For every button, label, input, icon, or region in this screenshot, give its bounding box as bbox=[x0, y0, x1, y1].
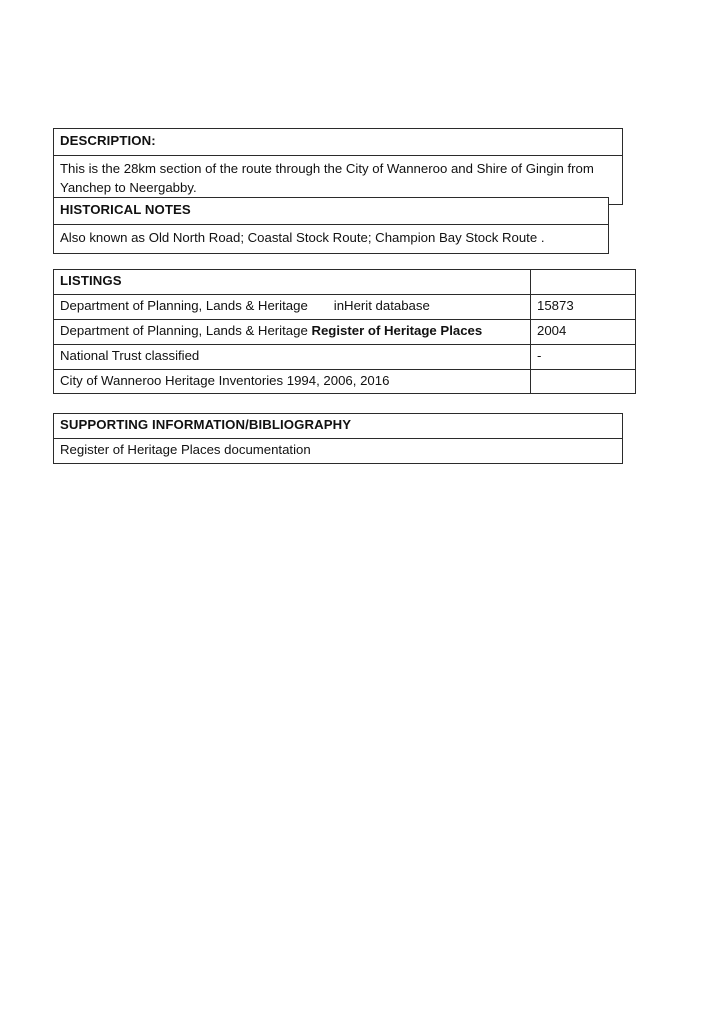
historical-notes-table bbox=[53, 197, 609, 254]
bibliography-entry: Register of Heritage Places documentation bbox=[54, 438, 623, 463]
listing-authority: City of Wanneroo Heritage Inventories 1994, 2006, 2016 bbox=[54, 369, 531, 394]
description-table bbox=[53, 128, 623, 205]
bibliography-heading: SUPPORTING INFORMATION/BIBLIOGRAPHY bbox=[54, 414, 623, 439]
listings-heading: LISTINGS bbox=[54, 270, 531, 295]
table-row bbox=[54, 319, 636, 344]
listing-register: inHerit database bbox=[333, 297, 430, 313]
historical-notes-heading: HISTORICAL NOTES bbox=[54, 198, 609, 225]
listings-heading-value bbox=[531, 270, 636, 295]
listings-header-row bbox=[54, 270, 636, 295]
bibliography-table bbox=[53, 413, 623, 464]
description-text: This is the 28km section of the route through the City of Wanneroo and Shire of Gingin from Yanchep to Neergabby. bbox=[54, 155, 623, 204]
table-row bbox=[54, 224, 609, 253]
listing-value: 2004 bbox=[531, 319, 636, 344]
table-row bbox=[54, 344, 636, 369]
table-row bbox=[54, 129, 623, 156]
listing-authority: National Trust classified bbox=[54, 344, 531, 369]
listing-authority-cell bbox=[54, 294, 531, 319]
table-row bbox=[54, 198, 609, 225]
historical-notes-text: Also known as Old North Road; Coastal Stock Route; Champion Bay Stock Route . bbox=[54, 224, 609, 253]
table-row bbox=[54, 438, 623, 463]
listing-register: Register of Heritage Places bbox=[311, 322, 483, 338]
table-row bbox=[54, 294, 636, 319]
listing-value: 15873 bbox=[531, 294, 636, 319]
listing-authority: Department of Planning, Lands & Heritage bbox=[60, 297, 308, 313]
description-heading: DESCRIPTION: bbox=[54, 129, 623, 156]
listing-value: - bbox=[531, 344, 636, 369]
table-row bbox=[54, 414, 623, 439]
listing-value bbox=[531, 369, 636, 394]
listings-table bbox=[53, 269, 636, 394]
listing-authority: Department of Planning, Lands & Heritage bbox=[60, 322, 308, 338]
table-row bbox=[54, 369, 636, 394]
listing-authority-cell bbox=[54, 319, 531, 344]
